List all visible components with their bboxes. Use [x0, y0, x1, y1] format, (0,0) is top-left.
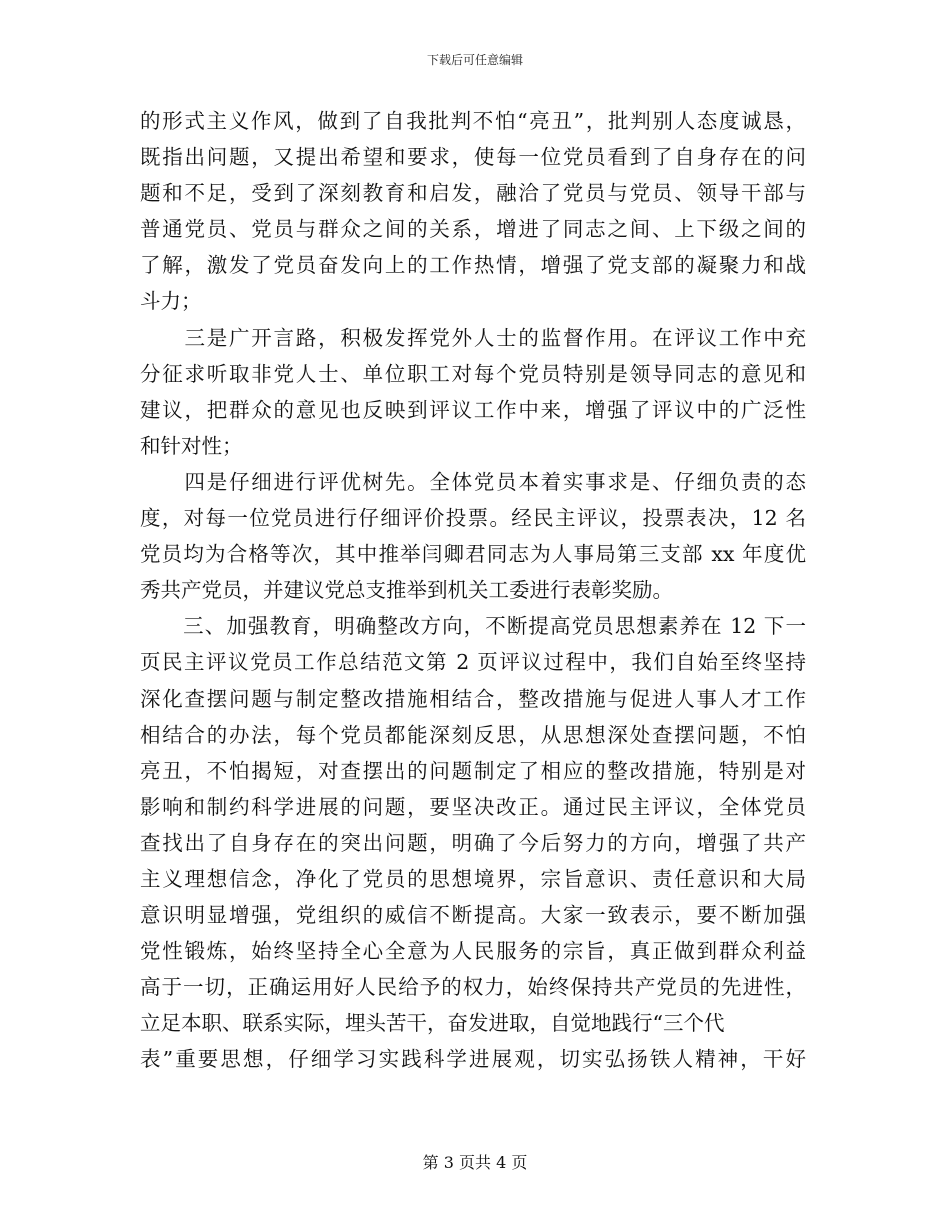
- text-line: 普通党员、党员与群众之间的关系，增进了同志之间、上下级之间的: [140, 217, 806, 242]
- text-line: 度，对每一位党员进行仔细评价投票。经民主评议，投票表决，12 名: [140, 506, 806, 531]
- page-footer: 第 3 页共 4 页: [422, 1153, 528, 1172]
- text-line: 建议，把群众的意见也反映到评议工作中来，增强了评议中的广泛性: [140, 397, 806, 422]
- text-line: 党性锻炼，始终坚持全心全意为人民服务的宗旨，真正做到群众利益: [140, 939, 806, 964]
- text-line: 查找出了自身存在的突出问题，明确了今后努力的方向，增强了共产: [140, 830, 806, 855]
- text-line: 意识明显增强，党组织的威信不断提高。大家一致表示，要不断加强: [140, 903, 806, 928]
- text-line: 党员均为合格等次，其中推举闫卿君同志为人事局第三支部 xx 年度优: [140, 542, 806, 567]
- text-line: 页民主评议党员工作总结范文第 2 页评议过程中，我们自始至终坚持: [140, 650, 806, 675]
- text-line: 既指出问题，又提出希望和要求，使每一位党员看到了自身存在的问: [140, 145, 806, 170]
- body-text: [140, 103, 806, 1078]
- text-line: 深化查摆问题与制定整改措施相结合，整改措施与促进人事人才工作: [140, 686, 806, 711]
- text-line: 相结合的办法，每个党员都能深刻反思，从思想深处查摆问题，不怕: [140, 722, 806, 747]
- text-line: 和针对性；: [140, 433, 243, 458]
- text-line: 表”重要思想，仔细学习实践科学进展观，切实弘扬铁人精神，干好: [140, 1047, 806, 1072]
- text-line: 主义理想信念，净化了党员的思想境界，宗旨意识、责任意识和大局: [140, 866, 806, 891]
- text-line: 三是广开言路，积极发挥党外人士的监督作用。在评议工作中充: [140, 325, 806, 350]
- text-line: 高于一切，正确运用好人民给予的权力，始终保持共产党员的先进性，: [140, 975, 806, 1000]
- text-line: 斗力；: [140, 289, 202, 314]
- text-line: 的形式主义作风，做到了自我批判不怕“亮丑”，批判别人态度诚恳，: [140, 109, 806, 133]
- text-line: 三、加强教育，明确整改方向，不断提高党员思想素养在 12 下一: [140, 614, 806, 639]
- text-line: 亮丑，不怕揭短，对查摆出的问题制定了相应的整改措施，特别是对: [140, 758, 806, 783]
- page-header: 下载后可任意编辑: [426, 53, 523, 67]
- text-line: 题和不足，受到了深刻教育和启发，融洽了党员与党员、领导干部与: [140, 181, 806, 206]
- text-line: 影响和制约科学进展的问题，要坚决改正。通过民主评议，全体党员: [140, 794, 806, 819]
- text-line: 分征求听取非党人士、单位职工对每个党员特别是领导同志的意见和: [140, 361, 806, 386]
- text-line: 了解，激发了党员奋发向上的工作热情，增强了党支部的凝聚力和战: [140, 253, 806, 278]
- text-line: 四是仔细进行评优树先。全体党员本着实事求是、仔细负责的态: [140, 469, 806, 494]
- text-line: 秀共产党员，并建议党总支推举到机关工委进行表彰奖励。: [140, 578, 673, 603]
- text-line: 立足本职、联系实际，埋头苦干，奋发进取，自觉地践行“三个代: [140, 1011, 725, 1036]
